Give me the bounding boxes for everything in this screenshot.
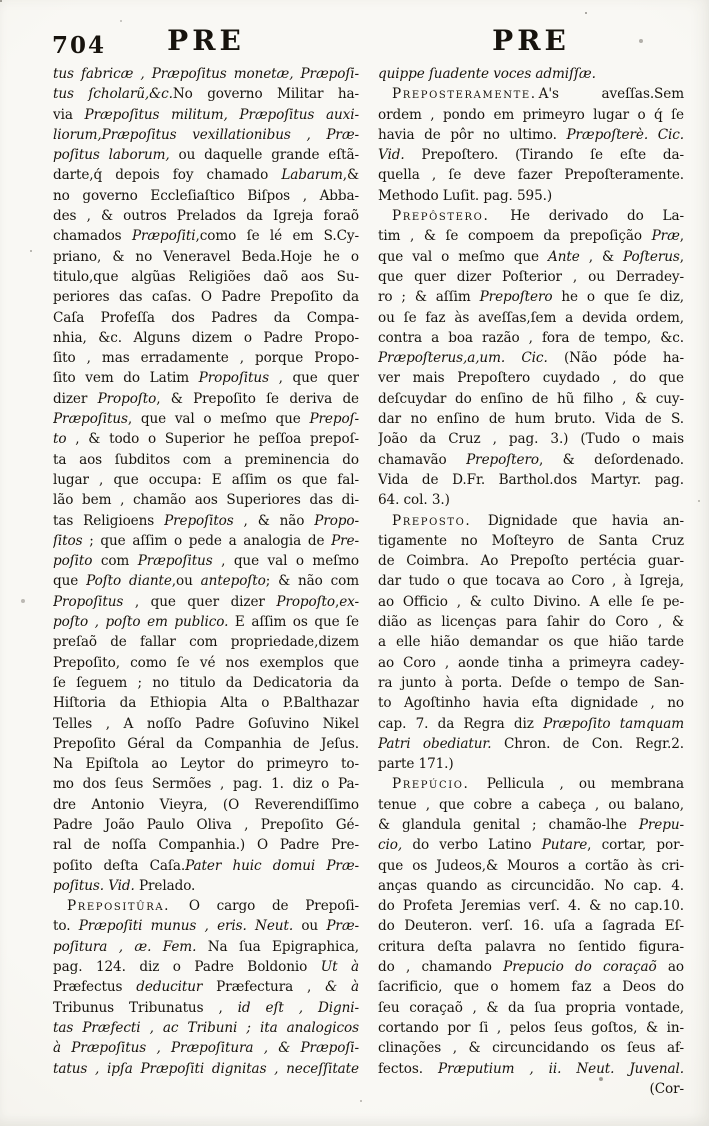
- roman-text: ſito , mas erradamente , porque Propo-: [53, 350, 359, 367]
- text-line: [53, 490, 359, 510]
- roman-text: (Cor-: [649, 1080, 684, 1097]
- italic-text: Præpoſiti: [131, 228, 196, 245]
- text-line: [378, 774, 684, 794]
- text-line: [378, 693, 684, 713]
- italic-text: Patri obediatur.: [378, 735, 492, 752]
- roman-text: lão bem , chamão aos Superiores das di-: [53, 492, 359, 509]
- text-line: [53, 876, 359, 896]
- text-line: [378, 977, 684, 997]
- italic-text: tatus , ipſa Præpoſiti dignitas , neceſſitate: [53, 1060, 359, 1077]
- roman-text: nhia, &c. Alguns dizem o Padre Propo-: [53, 329, 359, 346]
- italic-text: Propoſitus: [198, 370, 269, 387]
- roman-text: ral de noſſa Companhia.) O Padre Pre-: [53, 837, 359, 854]
- text-line: [53, 795, 359, 815]
- text-line: [378, 673, 684, 693]
- roman-text: periores das caſas. O Padre Prepoſito da: [53, 289, 359, 306]
- italic-text: Pater huic domui Præ-: [185, 857, 359, 874]
- text-line: [53, 571, 359, 591]
- roman-text: Prepoſtero. (Tirando ſe eſte da-: [404, 147, 684, 164]
- roman-text: cap. 7. da Regra diz: [378, 715, 544, 732]
- text-line: [53, 815, 359, 835]
- text-line: [378, 571, 684, 591]
- italic-text: Præputium , ii. Neut. Juvenal.: [437, 1060, 684, 1077]
- italic-text: tas Præfecti , ac Tribuni ; ita analogicos: [53, 1019, 359, 1036]
- roman-text: ro ; & aſſim: [378, 289, 480, 306]
- roman-text: ta aos ſubditos com a preminencia do: [53, 451, 359, 468]
- italic-text: Præpoſitus: [137, 553, 213, 570]
- italic-text: Vid.: [378, 147, 405, 164]
- text-line: [53, 632, 359, 652]
- text-line: [378, 64, 684, 84]
- roman-text: preſaõ de fallar com propriedade,dizem: [53, 634, 359, 651]
- text-line: [378, 937, 684, 957]
- roman-text: Præfectura ,: [202, 979, 326, 996]
- text-line: [378, 328, 684, 348]
- roman-text: João da Cruz , pag. 3.) (Tudo o mais: [378, 431, 684, 448]
- italic-text: Præpoſitus: [53, 411, 128, 428]
- roman-text: parte 171.): [378, 756, 454, 773]
- roman-text: ao Officio , & culto Divino. A elle ſe pe-: [378, 593, 684, 610]
- text-line: [53, 1059, 359, 1079]
- text-line: [378, 876, 684, 896]
- text-line: [378, 653, 684, 673]
- roman-text: tenue , que cobre a cabeça , ou balano,: [378, 796, 684, 813]
- roman-text: Pellicula , ou membrana: [471, 776, 684, 793]
- roman-text: dião as licenças para ſahir do Coro , &: [378, 614, 684, 631]
- text-line: [53, 450, 359, 470]
- roman-text: via: [53, 106, 85, 123]
- italic-text: id eſt , Digni-: [237, 999, 359, 1016]
- text-line: [53, 368, 359, 388]
- roman-text: lugar , que occupa: E aſſim os que fal-: [53, 471, 359, 488]
- page-number: 704: [52, 32, 107, 59]
- text-line: [53, 998, 359, 1018]
- roman-text: Hiſtoria da Ethiopia Alta o P.Balthazar: [53, 695, 359, 712]
- roman-text: ,: [679, 228, 684, 245]
- roman-text: to.: [53, 918, 79, 935]
- text-line: [53, 105, 359, 125]
- italic-text: Pre-: [331, 532, 359, 549]
- roman-text: he o que ſe diz,: [552, 289, 684, 306]
- italic-text: ſitos: [53, 532, 83, 549]
- text-line: [53, 957, 359, 977]
- roman-text: mo dos ſeus Sermões , pag. 1. diz o Pa-: [53, 776, 359, 793]
- roman-text: des , & outros Prelados da Igreja foraõ: [53, 208, 359, 225]
- roman-text: ſeu coraçaõ , & da ſua propria vontade,: [378, 999, 684, 1016]
- text-line: [378, 267, 684, 287]
- catchword-line: [378, 1079, 684, 1099]
- roman-text: pag. 124. diz o Padre Boldonio: [53, 959, 321, 976]
- roman-text: tim , & ſe compoem da prepoſição: [378, 228, 652, 245]
- text-line: [53, 856, 359, 876]
- text-line: [378, 84, 684, 104]
- roman-text: que os Judeos,& Mouros a cortão às cri-: [378, 857, 684, 874]
- roman-text: , cortar, por-: [587, 837, 684, 854]
- italic-text: & à: [325, 979, 359, 996]
- text-line: [53, 287, 359, 307]
- text-line: [378, 186, 684, 206]
- italic-text: Præpoſitus militum, Præpoſitus auxi-: [84, 106, 359, 123]
- roman-text: ordem , pondo em primeyro lugar o q́ ſe: [378, 106, 684, 123]
- roman-text: quella , ſe deve fazer Prepoſteramente.: [378, 167, 684, 184]
- roman-text: Prepoſito Géral da Companhia de Jeſus.: [53, 735, 359, 752]
- text-line: [378, 287, 684, 307]
- text-line: [378, 531, 684, 551]
- text-line: [53, 511, 359, 531]
- text-line: [378, 125, 684, 145]
- text-line: [53, 592, 359, 612]
- text-line: [378, 490, 684, 510]
- text-line: [378, 145, 684, 165]
- roman-text: ou daquelle grande eſtã-: [169, 147, 359, 164]
- text-line: [378, 389, 684, 409]
- roman-text: , que val o meſmo: [212, 553, 359, 570]
- text-line: [378, 247, 684, 267]
- roman-text: critura deſta palavra no ſentido figura-: [378, 938, 684, 955]
- text-line: [53, 937, 359, 957]
- roman-text: que quer dizer Poſterior , ou Derradey-: [378, 268, 684, 285]
- italic-text: Prepu-: [638, 816, 684, 833]
- text-line: [53, 896, 359, 916]
- roman-text: , que quer dizer: [123, 593, 277, 610]
- roman-text: to Agoſtinho havia eſta dignidade , no: [378, 695, 684, 712]
- entry-headword: Preposto.: [392, 512, 472, 529]
- text-column-right: [378, 64, 684, 1099]
- italic-text: Ut à: [320, 959, 359, 976]
- roman-text: Prelado.: [134, 877, 196, 894]
- roman-text: , & não: [233, 512, 315, 529]
- roman-text: Caſa Profeſſa dos Padres da Compa-: [53, 309, 359, 326]
- roman-text: tas Religioens: [53, 512, 165, 529]
- text-line: [378, 734, 684, 754]
- italic-text: poſitus. Vid.: [53, 877, 135, 894]
- italic-text: Putare: [541, 837, 588, 854]
- roman-text: priano, & no Veneravel Beda.Hoje he o: [53, 248, 359, 265]
- text-line: [53, 64, 359, 84]
- text-line: [53, 916, 359, 936]
- text-line: [378, 916, 684, 936]
- text-line: [378, 470, 684, 490]
- running-head-right: PRE: [492, 24, 570, 57]
- italic-text: Prepoſ-: [309, 411, 359, 428]
- text-line: [53, 206, 359, 226]
- text-line: [53, 835, 359, 855]
- roman-text: ſacrificio, que o homem faz a Deos do: [378, 979, 684, 996]
- roman-text: ou: [293, 918, 327, 935]
- roman-text: ; & não com: [265, 573, 359, 590]
- text-line: [53, 734, 359, 754]
- roman-text: No governo Militar ha-: [172, 86, 359, 103]
- text-line: [53, 429, 359, 449]
- text-line: [53, 714, 359, 734]
- roman-text: do Deuteron. verſ. 16. uſa a ſagrada Eſ-: [378, 918, 684, 935]
- roman-text: Methodo Luſit. pag. 595.): [378, 187, 553, 204]
- text-line: [378, 429, 684, 449]
- roman-text: ,como ſe lé em S.Cy-: [195, 228, 359, 245]
- roman-text: ver mais Prepoſtero cuydado , do que: [378, 370, 684, 387]
- entry-headword: Preposteramente.: [392, 86, 537, 103]
- roman-text: titulo,que algũas Religiões daõ aos Su-: [53, 268, 359, 285]
- text-line: [378, 409, 684, 429]
- italic-text: Propoſto: [276, 593, 335, 610]
- text-line: [53, 165, 359, 185]
- italic-text: poſitus laborum,: [53, 147, 170, 164]
- italic-text: Propo-: [314, 512, 359, 529]
- roman-text: do , chamando: [378, 959, 504, 976]
- roman-text: que: [53, 573, 87, 590]
- roman-text: Padre João Paulo Oliva , Prepoſito Gé-: [53, 816, 359, 833]
- roman-text: , & Prepoſito ſe deriva de: [156, 390, 359, 407]
- text-line: [53, 551, 359, 571]
- text-line: [378, 754, 684, 774]
- roman-text: Na ſua Epigraphica,: [196, 938, 359, 955]
- italic-text: Præ: [651, 228, 680, 245]
- text-line: [378, 612, 684, 632]
- roman-text: , & deſordenado.: [538, 451, 684, 468]
- italic-text: antepoſto: [200, 573, 266, 590]
- roman-text: a elle hião demandar os que hião tarde: [378, 634, 684, 651]
- text-line: [378, 450, 684, 470]
- text-line: [53, 145, 359, 165]
- roman-text: ,: [335, 593, 340, 610]
- roman-text: ao: [656, 959, 684, 976]
- italic-text: Propoſitus: [53, 593, 124, 610]
- text-line: [53, 186, 359, 206]
- roman-text: Præfectus: [53, 979, 137, 996]
- italic-text: Poſterus: [623, 248, 680, 265]
- text-line: [378, 957, 684, 977]
- text-line: [378, 1038, 684, 1058]
- text-line: [378, 998, 684, 1018]
- roman-text: Na Epiſtola ao Leytor do primeyro to-: [53, 756, 359, 773]
- roman-text: do Profeta Jeremias verſ. 4. & no cap.10.: [378, 898, 684, 915]
- roman-text: do verbo Latino: [402, 837, 542, 854]
- text-line: [53, 977, 359, 997]
- roman-text: ſito vem do Latim: [53, 370, 199, 387]
- roman-text: , & todo o Superior he peſſoa prepoſ-: [66, 431, 359, 448]
- roman-text: no governo Eccleſiaſtico Biſpos , Abba-: [53, 187, 359, 204]
- text-body: [53, 64, 684, 1099]
- italic-text: ex-: [339, 593, 359, 610]
- text-line: [53, 226, 359, 246]
- entry-headword: Prepúcio.: [392, 776, 470, 793]
- roman-text: , que val o meſmo que: [127, 411, 310, 428]
- italic-text: to: [53, 431, 67, 448]
- text-line: [53, 328, 359, 348]
- text-line: [378, 368, 684, 388]
- roman-text: Tribunus Tribunatus ,: [53, 999, 238, 1016]
- text-line: [53, 308, 359, 328]
- text-line: [378, 896, 684, 916]
- roman-text: ,&: [342, 167, 359, 184]
- running-head-left: PRE: [167, 24, 245, 57]
- roman-text: & glandula genital ; chamão-lhe: [378, 816, 639, 833]
- text-line: [378, 592, 684, 612]
- scan-speckles: [0, 0, 2, 2]
- text-line: [378, 1018, 684, 1038]
- text-line: [378, 835, 684, 855]
- italic-text: deducitur: [136, 979, 203, 996]
- text-line: [53, 653, 359, 673]
- text-line: [378, 815, 684, 835]
- text-line: [53, 531, 359, 551]
- roman-text: deſcuydar do enſino de hũ filho , & cuy-: [378, 390, 684, 407]
- text-line: [53, 1038, 359, 1058]
- text-line: [53, 409, 359, 429]
- text-line: [378, 795, 684, 815]
- italic-text: Poſto diante: [86, 573, 172, 590]
- roman-text: Dignidade que havia an-: [473, 512, 684, 529]
- italic-text: poſito: [53, 553, 93, 570]
- text-line: [378, 206, 684, 226]
- italic-text: Præ-: [326, 918, 359, 935]
- italic-text: Præpoſito tamquam: [543, 715, 684, 732]
- text-line: [53, 693, 359, 713]
- roman-text: poſito deſta Caſa.: [53, 857, 186, 874]
- roman-text: Prepoſito, como ſe vé nos exemplos que: [53, 654, 359, 671]
- italic-text: tus ſcholarũ,&c.: [53, 86, 173, 103]
- roman-text: O cargo de Prepoſi-: [172, 898, 359, 915]
- roman-text: fectos.: [378, 1060, 438, 1077]
- entry-headword: Prepôstero.: [392, 208, 490, 225]
- roman-text: , &: [579, 248, 624, 265]
- italic-text: quippe ſuadente voces admiſſæ.: [378, 66, 596, 82]
- text-line: [53, 84, 359, 104]
- roman-text: , que quer: [268, 370, 359, 387]
- italic-text: Præpoſiti munus , eris. Neut.: [78, 918, 294, 935]
- roman-text: havia de pôr no ultimo.: [378, 126, 567, 143]
- text-line: [53, 1018, 359, 1038]
- roman-text: dizer: [53, 390, 98, 407]
- italic-text: Prepoſtero: [479, 289, 553, 306]
- text-line: [53, 125, 359, 145]
- text-line: [378, 165, 684, 185]
- roman-text: ; que aſſim o pede a analogia de: [82, 532, 332, 549]
- italic-text: Prepucio do coraçaõ: [503, 959, 657, 976]
- italic-text: liorum,Præpoſitus vexillationibus , Præ-: [53, 126, 359, 143]
- text-line: [53, 673, 359, 693]
- roman-text: tigamente no Moſteyro de Santa Cruz: [378, 532, 684, 549]
- text-column-left: [53, 64, 359, 1099]
- italic-text: Propoſto: [97, 390, 157, 407]
- text-line: [53, 754, 359, 774]
- italic-text: Præpoſterè. Cic.: [566, 126, 684, 143]
- text-line: [378, 714, 684, 734]
- text-line: [53, 247, 359, 267]
- text-line: [378, 511, 684, 531]
- text-line: [378, 348, 684, 368]
- text-line: [378, 632, 684, 652]
- roman-text: ao Coro , aonde tinha a primeyra cadey-: [378, 654, 684, 671]
- text-line: [378, 226, 684, 246]
- roman-text: dar no enſino de hum bruto. Vida de S.: [378, 411, 684, 428]
- text-line: [53, 774, 359, 794]
- roman-text: (Não póde ha-: [547, 350, 684, 367]
- italic-text: Prepoſitos: [164, 512, 234, 529]
- roman-text: Telles , A noſſo Padre Goſuvino Nikel: [53, 715, 359, 732]
- roman-text: contra a boa razão , fora de tempo, &c.: [378, 329, 684, 346]
- roman-text: darte,q́ depois foy chamado: [53, 167, 282, 184]
- roman-text: Chron. de Con. Regr.2.: [491, 735, 684, 752]
- roman-text: com: [92, 553, 138, 570]
- roman-text: ou ſe faz às aveſſas,ſem a devida ordem,: [378, 309, 684, 326]
- roman-text: chamavão: [378, 451, 467, 468]
- roman-text: anças quando as circuncidão. No cap. 4.: [378, 877, 684, 894]
- roman-text: chamados: [53, 228, 132, 245]
- italic-text: Labarum: [281, 167, 343, 184]
- roman-text: clinações , & circuncidando os ſeus af-: [378, 1040, 684, 1057]
- text-line: [378, 551, 684, 571]
- text-line: [378, 1059, 684, 1079]
- roman-text: A's aveſſas.Sem: [538, 86, 684, 103]
- text-line: [378, 105, 684, 125]
- roman-text: ,: [679, 248, 684, 265]
- italic-text: à Præpoſitus , Præpoſitura , & Præpoſi-: [53, 1040, 359, 1057]
- entry-headword: Prepositûra.: [67, 898, 171, 915]
- roman-text: que val o meſmo que: [378, 248, 549, 265]
- text-line: [53, 348, 359, 368]
- text-line: [53, 612, 359, 632]
- roman-text: dre Antonio Vieyra, (O Reverendiſſimo: [53, 796, 359, 813]
- roman-text: ra junto à porta. Deſde o tempo de San-: [378, 674, 684, 691]
- italic-text: tus fabricæ , Præpoſitus monetæ, Præpoſi-: [53, 66, 359, 82]
- text-line: [53, 267, 359, 287]
- roman-text: He derivado do La-: [491, 208, 684, 225]
- italic-text: Ante: [548, 248, 580, 265]
- roman-text: cortando por ſi , pelos ſeus goſtos, & in-: [378, 1019, 684, 1036]
- roman-text: Vida de D.Fr. Barthol.dos Martyr. pag.: [378, 471, 684, 488]
- text-line: [378, 308, 684, 328]
- text-line: [378, 856, 684, 876]
- running-head: [0, 24, 709, 60]
- roman-text: dar tudo o que tocava ao Coro , à Igreja,: [378, 573, 684, 590]
- text-line: [53, 470, 359, 490]
- italic-text: poſitura , æ. Fem.: [53, 938, 197, 955]
- italic-text: poſto , poſto em publico.: [53, 614, 229, 631]
- roman-text: de Coimbra. Ao Prepoſto pertécia guar-: [378, 553, 684, 570]
- italic-text: Præpoſterus,a,um. Cic.: [378, 350, 548, 367]
- roman-text: E aſſim os que ſe: [228, 614, 359, 631]
- roman-text: ,ou: [171, 573, 201, 590]
- italic-text: cio,: [378, 837, 403, 854]
- text-line: [53, 389, 359, 409]
- italic-text: Prepoſtero: [466, 451, 539, 468]
- roman-text: ſe ſeguem ; no titulo da Dedicatoria da: [53, 674, 359, 691]
- roman-text: 64. col. 3.): [378, 492, 450, 509]
